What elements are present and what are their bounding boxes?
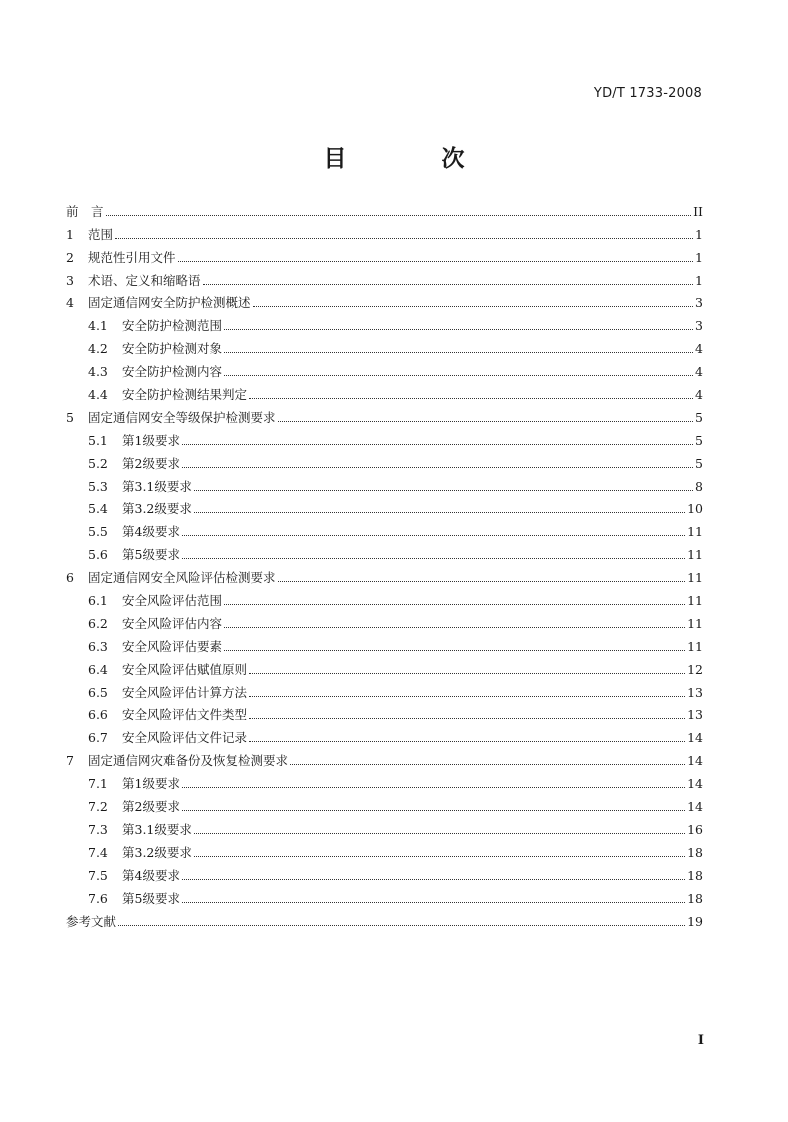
toc-dot-leader — [278, 581, 686, 582]
toc-entry-page: 18 — [687, 844, 703, 860]
toc-entry-label: 安全风险评估计算方法 — [122, 684, 248, 700]
toc-entry-label: 第3.2级要求 — [122, 501, 192, 517]
toc-entry-page: 19 — [687, 913, 703, 929]
toc-dot-leader — [249, 696, 685, 697]
toc-entry-number: 6.2 — [88, 615, 108, 631]
toc-dot-leader — [106, 215, 692, 216]
toc-entry-label: 第3.2级要求 — [122, 844, 192, 860]
toc-dot-leader — [182, 444, 693, 445]
toc-entry-page: 4 — [695, 387, 703, 403]
toc-entry-number: 5.3 — [88, 478, 108, 494]
toc-entry-label: 安全防护检测结果判定 — [122, 387, 248, 403]
document-code: YD/T 1733-2008 — [593, 86, 702, 101]
toc-entry[interactable] — [66, 654, 703, 677]
toc-dot-leader — [249, 741, 685, 742]
toc-entry-page: 5 — [695, 409, 703, 425]
toc-entry-label: 规范性引用文件 — [88, 249, 176, 265]
toc-entry-page: 11 — [687, 638, 703, 654]
toc-dot-leader — [182, 558, 685, 559]
toc-entry[interactable] — [66, 585, 703, 608]
toc-entry-label: 固定通信网安全等级保护检测要求 — [88, 409, 276, 425]
toc-entry-number: 4.1 — [88, 318, 108, 334]
toc-entry-label: 第1级要求 — [122, 776, 180, 792]
toc-entry[interactable] — [66, 539, 703, 562]
toc-entry-page: 18 — [687, 890, 703, 906]
toc-entry-number: 6.7 — [88, 730, 108, 746]
toc-entry-page: 10 — [687, 501, 703, 517]
toc-entry-label: 参考文献 — [66, 913, 117, 929]
toc-dot-leader — [278, 421, 694, 422]
toc-entry-number: 2 — [66, 249, 74, 265]
toc-entry-page: 13 — [687, 684, 703, 700]
toc-entry-label: 固定通信网灾难备份及恢复检测要求 — [88, 753, 289, 769]
toc-entry-label: 第3.1级要求 — [122, 821, 192, 837]
toc-entry-label: 安全防护检测对象 — [122, 341, 223, 357]
toc-dot-leader — [194, 856, 685, 857]
toc-entry-number: 5.4 — [88, 501, 108, 517]
toc-entry-label: 第3.1级要求 — [122, 478, 192, 494]
toc-dot-leader — [182, 902, 685, 903]
toc-entry-page: 3 — [695, 295, 703, 311]
toc-entry-number: 7.5 — [88, 867, 108, 883]
toc-dot-leader — [182, 787, 685, 788]
toc-dot-leader — [194, 512, 685, 513]
toc-entry-label: 第1级要求 — [122, 432, 180, 448]
toc-entry-label: 安全防护检测内容 — [122, 364, 223, 380]
toc-entry-label: 安全防护检测范围 — [122, 318, 223, 334]
toc-entry-number: 4 — [66, 295, 74, 311]
toc-dot-leader — [182, 467, 693, 468]
toc-dot-leader — [178, 261, 694, 262]
toc-entry-label: 固定通信网安全风险评估检测要求 — [88, 570, 276, 586]
toc-entry-page: 11 — [687, 547, 703, 563]
toc-dot-leader — [249, 673, 685, 674]
toc-entry-label: 安全风险评估要素 — [122, 638, 223, 654]
toc-entry-number: 7.6 — [88, 890, 108, 906]
toc-entry-page: 11 — [687, 615, 703, 631]
toc-entry[interactable] — [66, 288, 703, 311]
toc-entry-number: 7.4 — [88, 844, 108, 860]
toc-entry-label: 安全风险评估范围 — [122, 593, 223, 609]
toc-entry-page: 14 — [687, 753, 703, 769]
toc-entry-number: 6.4 — [88, 661, 108, 677]
toc-entry-page: 1 — [695, 226, 703, 242]
toc-entry[interactable] — [66, 883, 703, 906]
toc-entry[interactable] — [66, 768, 703, 791]
toc-entry-number: 4.2 — [88, 341, 108, 357]
toc-entry-page: 13 — [687, 707, 703, 723]
toc-entry-number: 5 — [66, 409, 74, 425]
toc-entry[interactable] — [66, 700, 703, 723]
toc-entry-page: II — [693, 203, 703, 219]
toc-dot-leader — [224, 375, 693, 376]
toc-dot-leader — [182, 810, 685, 811]
toc-entry-number: 7.3 — [88, 821, 108, 837]
toc-entry[interactable] — [66, 242, 703, 265]
toc-entry-number: 5.2 — [88, 455, 108, 471]
toc-entry-number: 6.5 — [88, 684, 108, 700]
toc-entry[interactable] — [66, 722, 703, 745]
toc-entry-page: 5 — [695, 455, 703, 471]
toc-entry[interactable] — [66, 791, 703, 814]
toc-entry-page: 11 — [687, 593, 703, 609]
toc-entry-page: 4 — [695, 341, 703, 357]
toc-dot-leader — [115, 238, 693, 239]
toc-entry[interactable] — [66, 814, 703, 837]
toc-dot-leader — [224, 329, 693, 330]
toc-entry-number: 6.1 — [88, 593, 108, 609]
toc-entry-label: 安全风险评估赋值原则 — [122, 661, 248, 677]
toc-entry-number: 7.1 — [88, 776, 108, 792]
toc-entry-page: 11 — [687, 570, 703, 586]
toc-dot-leader — [290, 764, 685, 765]
toc-entry[interactable] — [66, 562, 703, 585]
toc-entry-page: 3 — [695, 318, 703, 334]
toc-entry-page: 1 — [695, 249, 703, 265]
toc-dot-leader — [249, 718, 685, 719]
toc-entry-number: 4.4 — [88, 387, 108, 403]
toc-entry-label: 第4级要求 — [122, 867, 180, 883]
page-title: 目 次 — [323, 146, 501, 172]
toc-entry-number: 6 — [66, 570, 74, 586]
toc-entry[interactable] — [66, 310, 703, 333]
toc-entry[interactable] — [66, 837, 703, 860]
toc-entry-number: 3 — [66, 272, 74, 288]
toc-dot-leader — [224, 627, 685, 628]
toc-entry[interactable] — [66, 196, 703, 219]
toc-entry[interactable] — [66, 860, 703, 883]
toc-entry-label: 第2级要求 — [122, 455, 180, 471]
toc-entry-page: 4 — [695, 364, 703, 380]
toc-entry-page: 5 — [695, 432, 703, 448]
toc-entry-number: 1 — [66, 226, 74, 242]
toc-entry-label: 术语、定义和缩略语 — [88, 272, 201, 288]
toc-entry-label: 安全风险评估内容 — [122, 615, 223, 631]
toc-entry-label: 范围 — [88, 226, 114, 242]
toc-entry-page: 1 — [695, 272, 703, 288]
toc-entry-label: 安全风险评估文件记录 — [122, 730, 248, 746]
toc-entry-number: 4.3 — [88, 364, 108, 380]
toc-entry-page: 14 — [687, 730, 703, 746]
toc-entry[interactable] — [66, 745, 703, 768]
toc-entry-label: 第5级要求 — [122, 547, 180, 563]
toc-entry-number: 6.3 — [88, 638, 108, 654]
toc-dot-leader — [194, 833, 685, 834]
toc-entry[interactable] — [66, 425, 703, 448]
toc-dot-leader — [224, 650, 685, 651]
toc-entry-page: 11 — [687, 524, 703, 540]
toc-entry-number: 7 — [66, 753, 74, 769]
toc-entry[interactable] — [66, 516, 703, 539]
toc-entry-number: 6.6 — [88, 707, 108, 723]
toc-entry[interactable] — [66, 906, 703, 929]
toc-entry-label: 安全风险评估文件类型 — [122, 707, 248, 723]
toc-entry-label: 前 言 — [66, 203, 104, 219]
toc-entry-number: 5.5 — [88, 524, 108, 540]
toc-dot-leader — [249, 398, 693, 399]
toc-dot-leader — [182, 535, 685, 536]
toc-entry[interactable] — [66, 265, 703, 288]
toc-entry[interactable] — [66, 402, 703, 425]
toc-entry-number: 5.6 — [88, 547, 108, 563]
toc-dot-leader — [118, 925, 685, 926]
toc-entry-page: 14 — [687, 776, 703, 792]
toc-dot-leader — [182, 879, 685, 880]
toc-entry[interactable] — [66, 677, 703, 700]
toc-entry-page: 16 — [687, 821, 703, 837]
toc-entry[interactable] — [66, 356, 703, 379]
toc-entry[interactable] — [66, 333, 703, 356]
toc-entry-label: 第5级要求 — [122, 890, 180, 906]
toc-entry-label: 第2级要求 — [122, 799, 180, 815]
toc-entry-page: 14 — [687, 799, 703, 815]
toc-dot-leader — [194, 490, 693, 491]
toc-entry[interactable] — [66, 219, 703, 242]
page-number: I — [697, 1033, 704, 1048]
toc-entry[interactable] — [66, 631, 703, 654]
toc-entry[interactable] — [66, 471, 703, 494]
toc-entry[interactable] — [66, 494, 703, 517]
toc-entry[interactable] — [66, 379, 703, 402]
toc-dot-leader — [253, 306, 694, 307]
toc-entry-number: 7.2 — [88, 799, 108, 815]
toc-entry[interactable] — [66, 608, 703, 631]
toc-entry-page: 12 — [687, 661, 703, 677]
toc-entry-page: 18 — [687, 867, 703, 883]
toc-entry-label: 第4级要求 — [122, 524, 180, 540]
toc-dot-leader — [203, 284, 694, 285]
toc-entry[interactable] — [66, 448, 703, 471]
table-of-contents — [66, 196, 703, 929]
toc-dot-leader — [224, 604, 685, 605]
toc-entry-page: 8 — [695, 478, 703, 494]
toc-entry-label: 固定通信网安全防护检测概述 — [88, 295, 251, 311]
toc-entry-number: 5.1 — [88, 432, 108, 448]
toc-dot-leader — [224, 352, 693, 353]
